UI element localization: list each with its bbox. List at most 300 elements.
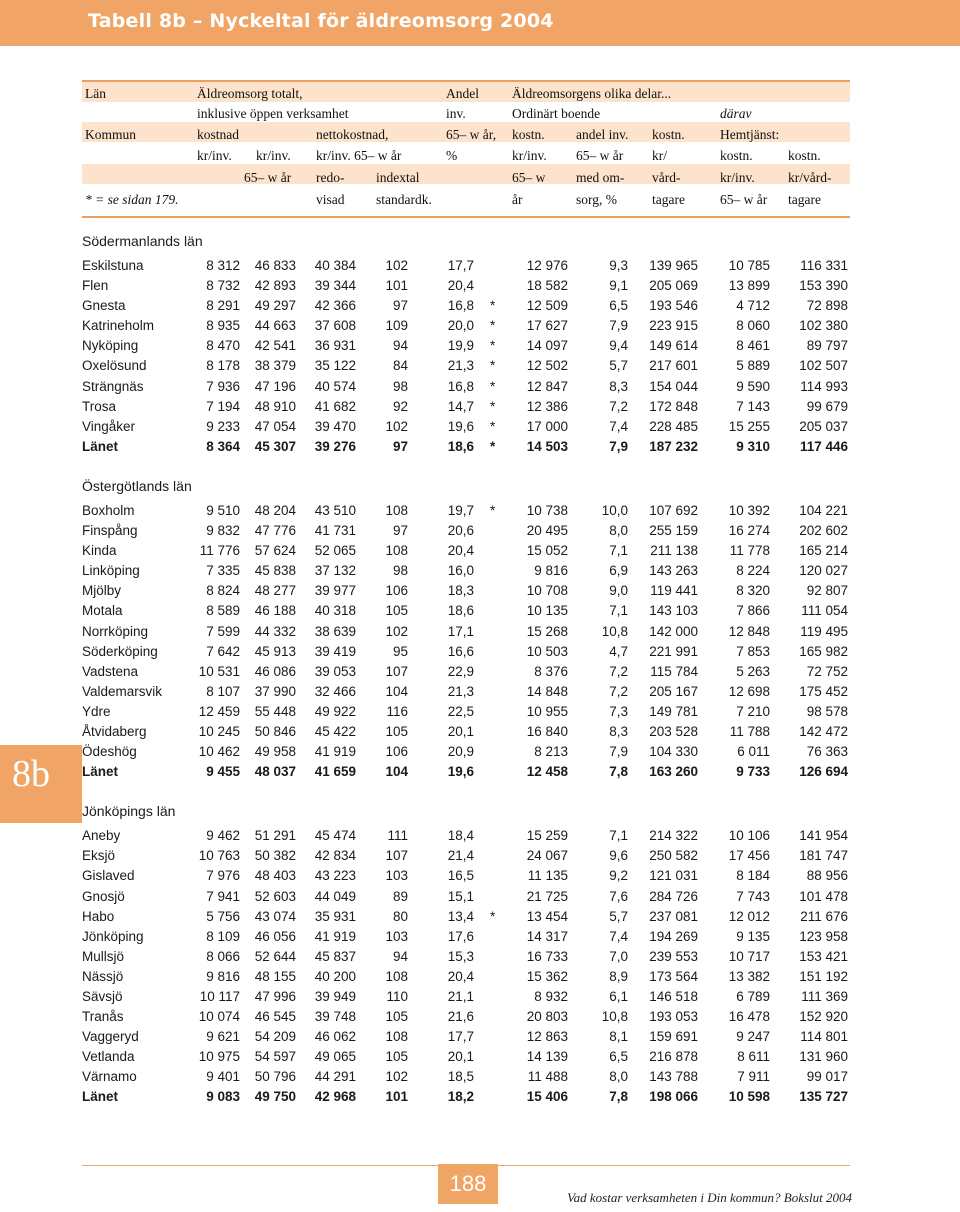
- table-cell: 32 466: [314, 683, 356, 699]
- table-cell: 45 422: [314, 723, 356, 739]
- table-cell: 12 848: [728, 623, 770, 639]
- table-cell: 7,4: [609, 418, 628, 434]
- municipality-name: Mullsjö: [82, 948, 125, 964]
- table-cell: 239 553: [649, 948, 698, 964]
- table-row: [82, 927, 850, 947]
- table-cell: 46 062: [314, 1029, 356, 1045]
- page-number: 188: [449, 1171, 487, 1196]
- table-cell: 165 214: [799, 543, 848, 559]
- table-cell: 102: [385, 1069, 408, 1085]
- table-row: [82, 1047, 850, 1067]
- table-row: [82, 866, 850, 886]
- table-cell: 7,1: [609, 603, 628, 619]
- table-cell: 55 448: [254, 703, 296, 719]
- table-cell: 92 807: [806, 583, 848, 599]
- table-row: [82, 742, 850, 762]
- municipality-name: Eksjö: [82, 848, 116, 864]
- data-table: [82, 230, 850, 1108]
- table-cell: 11 788: [729, 723, 770, 739]
- county-total-row: [82, 762, 850, 782]
- table-cell: 16 840: [526, 723, 568, 739]
- table-cell: 8 461: [736, 338, 770, 354]
- table-cell: 20,4: [447, 968, 474, 984]
- header-kostn-3: kostn.: [720, 148, 753, 163]
- table-cell: 21,3: [447, 358, 474, 374]
- table-cell: 108: [385, 968, 408, 984]
- table-cell: 46 086: [254, 663, 296, 679]
- header-olika-delar: Äldreomsorgens olika delar...: [512, 86, 672, 101]
- table-cell: 97: [392, 438, 408, 454]
- municipality-name: Strängnäs: [82, 378, 144, 394]
- table-cell: 15 362: [526, 968, 568, 984]
- table-cell: 7 194: [206, 398, 240, 414]
- table-cell: 8 824: [206, 583, 240, 599]
- municipality-name: Mjölby: [82, 583, 122, 599]
- table-cell: 14,7: [447, 398, 474, 414]
- table-cell: 159 691: [649, 1029, 698, 1045]
- table-row: [82, 501, 850, 521]
- table-cell: 5 889: [736, 358, 770, 374]
- table-cell: 8 312: [206, 258, 240, 273]
- table-row: [82, 682, 850, 702]
- table-cell: 17,7: [447, 258, 474, 273]
- table-cell: 12 863: [526, 1029, 568, 1045]
- table-cell: 94: [392, 948, 408, 964]
- table-cell: 8 932: [534, 989, 568, 1004]
- municipality-name: Finspång: [82, 523, 138, 539]
- table-cell: 119 495: [800, 623, 848, 639]
- table-cell: 6,9: [609, 563, 628, 579]
- table-cell: 20,1: [447, 1049, 474, 1065]
- table-cell: 7 866: [736, 603, 770, 619]
- table-cell: 48 155: [254, 968, 296, 984]
- table-cell: 8 589: [206, 603, 240, 619]
- table-cell: 7 911: [737, 1069, 770, 1085]
- table-cell: 7,0: [609, 948, 628, 964]
- municipality-name: Linköping: [82, 563, 140, 579]
- municipality-name: Söderköping: [82, 643, 158, 659]
- table-cell: 4,7: [609, 643, 628, 659]
- table-cell: 18,6: [447, 603, 474, 619]
- table-cell: 142 472: [799, 723, 848, 739]
- table-cell: 10 462: [198, 744, 240, 760]
- municipality-name: Ödeshög: [82, 744, 137, 760]
- footnote-marker: *: [490, 298, 496, 314]
- table-cell: 12 459: [198, 703, 240, 719]
- table-cell: 15,3: [447, 948, 474, 964]
- table-cell: 108: [385, 543, 408, 559]
- table-cell: 221 991: [649, 643, 698, 659]
- table-cell: 104 330: [649, 744, 698, 760]
- table-cell: 42 968: [314, 1089, 356, 1105]
- table-cell: 105: [385, 603, 408, 619]
- table-cell: 46 833: [254, 258, 296, 273]
- table-cell: 9,0: [609, 583, 628, 599]
- table-cell: 22,5: [447, 703, 474, 719]
- table-cell: 15 255: [728, 418, 770, 434]
- table-row: [82, 1027, 850, 1047]
- table-cell: 7,8: [609, 764, 628, 780]
- table-cell: 50 796: [254, 1069, 296, 1085]
- table-cell: 131 960: [799, 1049, 848, 1065]
- table-cell: 17 456: [728, 848, 770, 864]
- table-cell: 12 012: [728, 908, 770, 924]
- header-rule: [82, 80, 850, 82]
- table-cell: 21,1: [447, 989, 474, 1004]
- table-cell: 17,7: [447, 1029, 474, 1045]
- table-cell: 18,6: [447, 438, 474, 454]
- footnote-marker: *: [490, 418, 496, 434]
- table-cell: 8 291: [206, 298, 240, 314]
- table-cell: 44 663: [254, 318, 296, 334]
- table-row: [82, 276, 850, 296]
- table-cell: 7 853: [736, 643, 770, 659]
- table-cell: 8 184: [736, 868, 770, 884]
- municipality-name: Norrköping: [82, 623, 149, 639]
- table-cell: 151 192: [799, 968, 848, 984]
- table-cell: 7 941: [206, 888, 240, 904]
- table-cell: 107 692: [649, 502, 698, 518]
- municipality-name: Katrineholm: [82, 318, 155, 334]
- header-kostnad: kostnad: [197, 127, 239, 142]
- table-cell: 123 958: [799, 928, 848, 944]
- table-cell: 250 582: [649, 848, 698, 864]
- table-cell: 9 816: [534, 563, 568, 579]
- table-cell: 10 106: [728, 828, 770, 844]
- table-cell: 102: [385, 418, 408, 434]
- table-cell: 24 067: [526, 848, 568, 864]
- table-cell: 9 462: [206, 828, 240, 844]
- table-cell: 37 608: [314, 318, 356, 334]
- table-cell: 95: [392, 643, 408, 659]
- table-cell: 11 135: [527, 868, 568, 884]
- table-row: [82, 1067, 850, 1087]
- table-cell: 9 816: [206, 968, 240, 984]
- table-cell: 104 221: [799, 502, 848, 518]
- table-cell: 54 597: [254, 1049, 296, 1065]
- header-inv: inv.: [446, 106, 466, 121]
- table-cell: 135 727: [799, 1089, 848, 1105]
- table-cell: 15 268: [526, 623, 568, 639]
- table-cell: 39 344: [314, 278, 356, 294]
- table-cell: 119 441: [650, 583, 698, 599]
- table-cell: 18,2: [447, 1089, 474, 1105]
- table-cell: 7,8: [609, 1089, 628, 1105]
- table-cell: 8 109: [206, 928, 240, 944]
- municipality-name: Åtvidaberg: [82, 723, 147, 739]
- table-cell: 203 528: [649, 723, 698, 739]
- table-cell: 16,8: [447, 378, 474, 394]
- table-cell: 9,4: [609, 338, 628, 354]
- municipality-name: Vingåker: [82, 418, 136, 434]
- header-tagare: tagare: [652, 192, 685, 207]
- table-cell: 7 642: [206, 643, 240, 659]
- table-row: [82, 622, 850, 642]
- table-cell: 205 037: [799, 418, 848, 434]
- table-cell: 52 603: [254, 888, 296, 904]
- header-krinv-5: kr/inv.: [720, 170, 755, 185]
- table-cell: 163 260: [649, 764, 698, 780]
- table-cell: 11 778: [729, 543, 770, 559]
- table-cell: 99 017: [806, 1069, 848, 1085]
- table-cell: 6,1: [609, 989, 628, 1004]
- table-row: [82, 316, 850, 336]
- table-cell: 39 053: [314, 663, 356, 679]
- municipality-name: Valdemarsvik: [82, 683, 163, 699]
- table-cell: 40 200: [314, 968, 356, 984]
- table-row: [82, 336, 850, 356]
- table-cell: 20 495: [526, 523, 568, 539]
- table-cell: 116 331: [800, 258, 848, 273]
- table-cell: 141 954: [799, 828, 848, 844]
- table-cell: 7,9: [609, 744, 628, 760]
- table-cell: 175 452: [799, 683, 848, 699]
- header-krinv-3: kr/inv. 65– w år: [316, 148, 402, 163]
- table-cell: 149 781: [649, 703, 698, 719]
- table-cell: 45 837: [314, 948, 356, 964]
- table-cell: 52 065: [314, 543, 356, 559]
- table-row: [82, 702, 850, 722]
- table-row: [82, 1007, 850, 1027]
- table-row: [82, 826, 850, 846]
- municipality-name: Kinda: [82, 543, 117, 559]
- table-cell: 9,1: [609, 278, 628, 294]
- table-cell: 44 291: [314, 1069, 356, 1085]
- table-cell: 49 958: [254, 744, 296, 760]
- table-row: [82, 296, 850, 316]
- table-cell: 8 364: [206, 438, 240, 454]
- table-cell: 40 384: [314, 258, 356, 273]
- county-total-row: [82, 1087, 850, 1107]
- table-cell: 10 074: [198, 1009, 240, 1025]
- header-65-ar-4: 65– w år: [720, 192, 768, 207]
- table-cell: 111: [387, 828, 408, 844]
- table-cell: 48 403: [254, 868, 296, 884]
- table-cell: 10 785: [728, 258, 770, 273]
- table-cell: 19,7: [447, 502, 474, 518]
- table-cell: 10 117: [199, 989, 240, 1004]
- table-cell: 92: [392, 398, 408, 414]
- table-cell: 41 659: [314, 764, 356, 780]
- header-ar: år: [512, 192, 523, 207]
- table-cell: 7,3: [609, 703, 628, 719]
- table-cell: 10,8: [601, 623, 628, 639]
- table-cell: 116: [386, 703, 408, 719]
- table-cell: 41 919: [314, 744, 356, 760]
- footnote-marker: *: [490, 438, 496, 454]
- table-cell: 16 733: [526, 948, 568, 964]
- municipality-name: Boxholm: [82, 502, 135, 518]
- table-cell: 8 107: [206, 683, 240, 699]
- table-cell: 15 406: [526, 1089, 568, 1105]
- table-cell: 15 259: [526, 828, 568, 844]
- footnote-marker: *: [490, 908, 496, 924]
- table-cell: 7 335: [206, 563, 240, 579]
- table-cell: 41 919: [314, 928, 356, 944]
- table-cell: 181 747: [799, 848, 848, 864]
- table-cell: 108: [385, 502, 408, 518]
- footer-text: Vad kostar verksamheten i Din kommun? Bokslut 2004: [567, 1190, 852, 1205]
- municipality-name: Motala: [82, 603, 123, 619]
- table-cell: 14 848: [526, 683, 568, 699]
- table-cell: 42 834: [314, 848, 356, 864]
- municipality-name: Habo: [82, 908, 115, 924]
- table-cell: 5 756: [206, 908, 240, 924]
- table-cell: 7,4: [609, 928, 628, 944]
- municipality-name: Ydre: [82, 703, 111, 719]
- municipality-name: Aneby: [82, 828, 121, 844]
- table-cell: 223 915: [649, 318, 698, 334]
- header-krvard: kr/vård-: [788, 170, 832, 185]
- municipality-name: Nyköping: [82, 338, 139, 354]
- table-cell: 10,0: [601, 502, 628, 518]
- table-cell: 7 599: [206, 623, 240, 639]
- table-cell: 6,5: [609, 298, 628, 314]
- table-cell: 12 386: [526, 398, 568, 414]
- header-percent: %: [446, 148, 458, 163]
- table-cell: 10,8: [601, 1009, 628, 1025]
- table-row: [82, 397, 850, 417]
- table-cell: 14 503: [526, 438, 568, 454]
- header-indextal: indextal: [376, 170, 420, 185]
- table-cell: 7 143: [736, 398, 770, 414]
- table-cell: 8,3: [609, 378, 628, 394]
- table-cell: 202 602: [799, 523, 848, 539]
- table-cell: 142 000: [649, 623, 698, 639]
- header-andel-inv: andel inv.: [576, 127, 629, 142]
- table-cell: 89 797: [806, 338, 848, 354]
- table-cell: 38 639: [314, 623, 356, 639]
- table-cell: 99 679: [806, 398, 848, 414]
- table-cell: 45 307: [254, 438, 296, 454]
- table-cell: 10 763: [198, 848, 240, 864]
- table-cell: 216 878: [649, 1049, 698, 1065]
- header-visad: visad: [316, 192, 345, 207]
- footnote-marker: *: [490, 358, 496, 374]
- county-total-row: [82, 437, 850, 457]
- municipality-name: Sävsjö: [82, 989, 123, 1004]
- table-cell: 104: [385, 683, 408, 699]
- table-cell: 49 065: [314, 1049, 356, 1065]
- table-cell: 72 898: [806, 298, 848, 314]
- footnote-marker: *: [490, 338, 496, 354]
- header-andel: Andel: [446, 86, 479, 101]
- table-cell: 10 245: [198, 723, 240, 739]
- table-cell: 7,9: [609, 438, 628, 454]
- table-row: [82, 987, 850, 1007]
- header-sorg: sorg, %: [576, 192, 618, 207]
- table-cell: 12 502: [526, 358, 568, 374]
- table-cell: 43 223: [314, 868, 356, 884]
- table-cell: 8,1: [609, 1029, 628, 1045]
- table-cell: 5,7: [609, 358, 628, 374]
- table-cell: 9 310: [736, 438, 770, 454]
- table-cell: 8,9: [609, 968, 628, 984]
- table-cell: 106: [385, 744, 408, 760]
- table-cell: 214 322: [649, 828, 698, 844]
- table-cell: 45 838: [254, 563, 296, 579]
- table-cell: 17 627: [526, 318, 568, 334]
- table-cell: 48 910: [254, 398, 296, 414]
- table-cell: 7 743: [736, 888, 770, 904]
- table-cell: 45 474: [314, 828, 356, 844]
- table-cell: 9 455: [206, 764, 240, 780]
- municipality-name: Eskilstuna: [82, 258, 144, 273]
- table-cell: 42 366: [314, 298, 356, 314]
- table-row: [82, 947, 850, 967]
- table-cell: 143 788: [649, 1069, 698, 1085]
- table-cell: 8 213: [534, 744, 568, 760]
- table-cell: 47 054: [254, 418, 296, 434]
- header-vard: vård-: [652, 170, 681, 185]
- table-cell: 41 682: [314, 398, 356, 414]
- table-cell: 22,9: [447, 663, 474, 679]
- table-cell: 211 138: [650, 543, 698, 559]
- table-cell: 20,4: [447, 543, 474, 559]
- table-cell: 80: [392, 908, 408, 924]
- header-hemtjanst: Hemtjänst:: [720, 127, 780, 142]
- table-cell: 108: [385, 1029, 408, 1045]
- table-row: [82, 561, 850, 581]
- table-cell: 46 056: [254, 928, 296, 944]
- table-cell: 102: [385, 623, 408, 639]
- table-cell: 16 274: [728, 523, 770, 539]
- table-cell: 20,1: [447, 723, 474, 739]
- table-cell: 10 717: [728, 948, 770, 964]
- municipality-name: Gnesta: [82, 298, 126, 314]
- table-cell: 8,3: [609, 723, 628, 739]
- table-cell: 39 419: [314, 643, 356, 659]
- table-cell: 10 503: [526, 643, 568, 659]
- table-cell: 8 066: [206, 948, 240, 964]
- table-cell: 10 392: [728, 502, 770, 518]
- table-cell: 19,6: [447, 418, 474, 434]
- header-inklusive: inklusive öppen verksamhet: [197, 106, 349, 121]
- table-cell: 114 801: [800, 1029, 848, 1045]
- table-cell: 97: [392, 298, 408, 314]
- table-cell: 12 976: [526, 258, 568, 273]
- table-cell: 21,4: [447, 848, 474, 864]
- table-cell: 139 965: [649, 258, 698, 273]
- table-cell: 44 332: [254, 623, 296, 639]
- table-cell: 7,2: [609, 683, 628, 699]
- table-cell: 47 776: [254, 523, 296, 539]
- table-cell: 205 069: [649, 278, 698, 294]
- table-cell: 105: [385, 1049, 408, 1065]
- table-cell: 35 122: [314, 358, 356, 374]
- table-row: [82, 356, 850, 376]
- table-cell: 9 590: [736, 378, 770, 394]
- table-row: [82, 417, 850, 437]
- table-cell: 8 178: [206, 358, 240, 374]
- municipality-name: Flen: [82, 278, 109, 294]
- table-cell: 50 846: [254, 723, 296, 739]
- table-cell: 50 382: [254, 848, 296, 864]
- municipality-name: Gnosjö: [82, 888, 125, 904]
- table-cell: 10 598: [728, 1089, 770, 1105]
- header-tagare-2: tagare: [788, 192, 821, 207]
- table-row: [82, 581, 850, 601]
- table-cell: 237 081: [649, 908, 698, 924]
- table-cell: 149 614: [649, 338, 698, 354]
- table-cell: 9 247: [736, 1029, 770, 1045]
- table-cell: 7,6: [609, 888, 628, 904]
- table-cell: 44 049: [314, 888, 356, 904]
- table-cell: 48 277: [254, 583, 296, 599]
- table-cell: 39 470: [314, 418, 356, 434]
- table-cell: 193 546: [649, 298, 698, 314]
- table-cell: 14 097: [526, 338, 568, 354]
